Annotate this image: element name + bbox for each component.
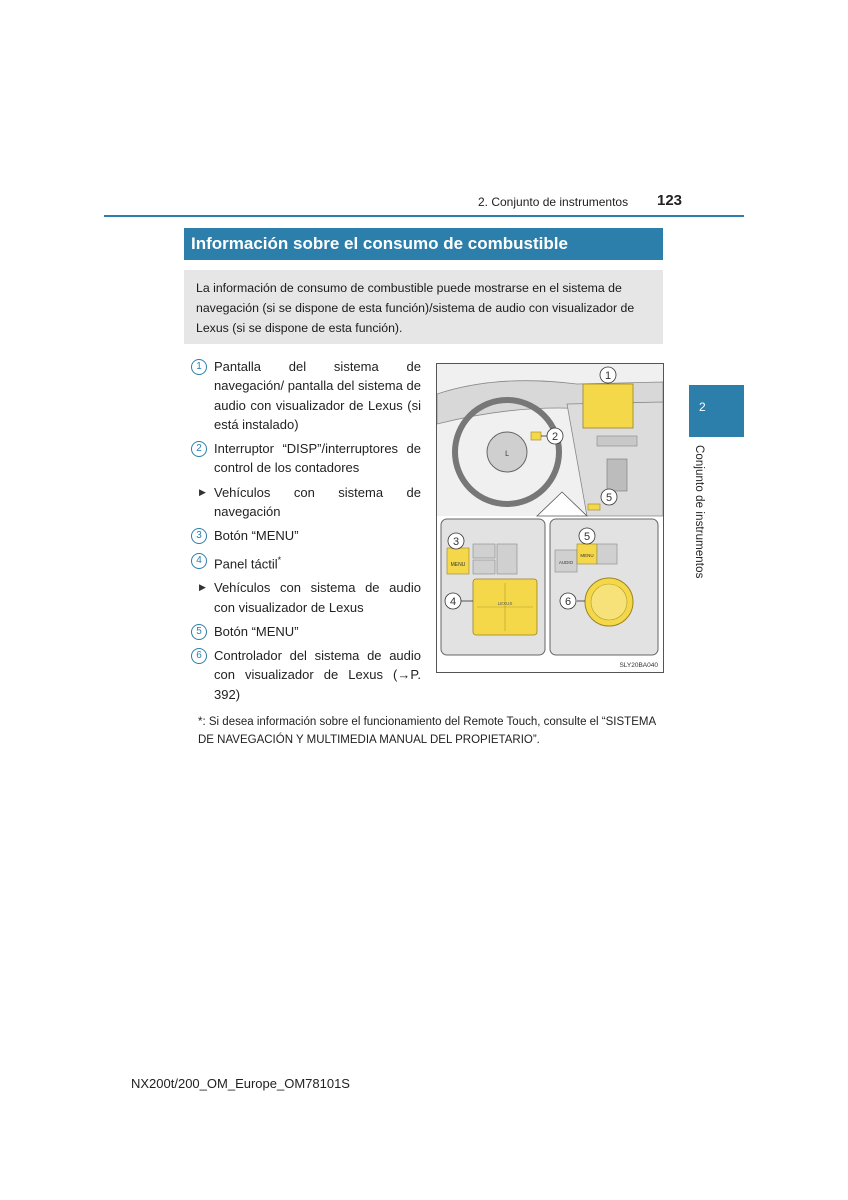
chapter-tab-label: Conjunto de instrumentos	[693, 445, 705, 579]
callout-3	[448, 533, 464, 549]
figure-code: SLY20BA040	[619, 662, 658, 669]
disp-switch-highlight	[531, 432, 541, 440]
audio-button-label: AUDIO	[558, 560, 574, 565]
menu-button	[447, 548, 469, 574]
callout-number-icon: 3	[191, 528, 207, 544]
list-item	[191, 357, 421, 434]
dashboard-illustration	[436, 363, 664, 673]
list-item	[191, 646, 421, 704]
callout-2-label: 2	[551, 431, 559, 443]
intro-box: La información de consumo de combustible puede mostrarse en el sistema de navegación (si se dispone de esta función)/sistema de audio con visualizador de Lexus (si se dispone de esta función).	[184, 270, 663, 344]
list-item	[191, 551, 421, 574]
callout-5-top	[601, 489, 617, 505]
callout-5-label: 5	[583, 531, 591, 543]
callout-5	[579, 528, 595, 544]
footnote-text: : Si desea información sobre el funcionamiento del Remote Touch, consulte el “SISTEMA DE NAVEGACIÓN Y MULTIMEDIA MANUAL DEL PROPIETARIO”.	[198, 716, 656, 746]
callout-3-label: 3	[452, 536, 460, 548]
menu-button-highlight	[588, 504, 600, 510]
callout-4-label: 4	[449, 596, 457, 608]
callout-1-label: 1	[604, 370, 612, 382]
callout-number-icon: 4	[191, 553, 207, 569]
controller-menu-button-label: MENU	[580, 553, 594, 558]
lexus-logo-icon: ʟ	[504, 448, 510, 459]
chapter-tab-number: 2	[699, 400, 706, 414]
footnote	[198, 713, 663, 749]
section-title: Información sobre el consumo de combustible	[184, 228, 663, 260]
callout-number-icon: 1	[191, 359, 207, 375]
document-code-footer: NX200t/200_OM_Europe_OM78101S	[131, 1076, 350, 1091]
up-button	[473, 544, 495, 558]
triangle-bullet-icon: ▶	[199, 486, 206, 497]
dashboard-illustration-svg	[437, 364, 663, 672]
display-highlight	[583, 384, 633, 428]
list-item-text: Botón “MENU”	[214, 623, 299, 639]
callout-5-top-label: 5	[605, 492, 613, 504]
home-button	[497, 544, 517, 574]
footnote-mark: *	[198, 716, 203, 728]
callout-number-icon: 6	[191, 648, 207, 664]
running-header-section: 2. Conjunto de instrumentos	[478, 195, 629, 209]
header-rule	[104, 215, 744, 217]
list-item-text: Interruptor “DISP”/interruptores de control de los contadores	[214, 441, 421, 476]
callout-list	[191, 357, 421, 709]
list-item	[191, 526, 421, 545]
back-button	[597, 544, 617, 564]
list-subheading	[191, 578, 421, 617]
list-subheading-text: Vehículos con sistema de navegación	[214, 484, 421, 520]
chapter-tab	[689, 385, 744, 437]
list-item-text: Botón “MENU”	[214, 528, 299, 544]
triangle-bullet-icon: ▶	[199, 582, 206, 593]
controller-knob-top	[591, 584, 627, 620]
control-panel	[597, 436, 637, 446]
footnote-mark: *	[277, 554, 282, 565]
pad-logo-label: LEXUS	[497, 601, 513, 606]
menu-button-label: MENU	[450, 562, 466, 568]
list-subheading	[191, 483, 421, 522]
list-item-text: Panel táctil	[214, 556, 278, 571]
shift-lever	[607, 459, 627, 491]
callout-number-icon: 5	[191, 624, 207, 640]
down-button	[473, 560, 495, 574]
list-item	[191, 439, 421, 478]
callout-number-icon: 2	[191, 441, 207, 457]
list-item-text: Controlador del sistema de audio con visualizador de Lexus (→P. 392)	[214, 648, 421, 702]
list-subheading-text: Vehículos con sistema de audio con visualizador de Lexus	[214, 580, 421, 615]
list-item	[191, 622, 421, 641]
callout-6-label: 6	[564, 596, 572, 608]
list-item-text: Pantalla del sistema de navegación/ pantalla del sistema de audio con visualizador de Lexus (si está instalado)	[214, 359, 421, 432]
page-number: 123	[657, 192, 683, 209]
